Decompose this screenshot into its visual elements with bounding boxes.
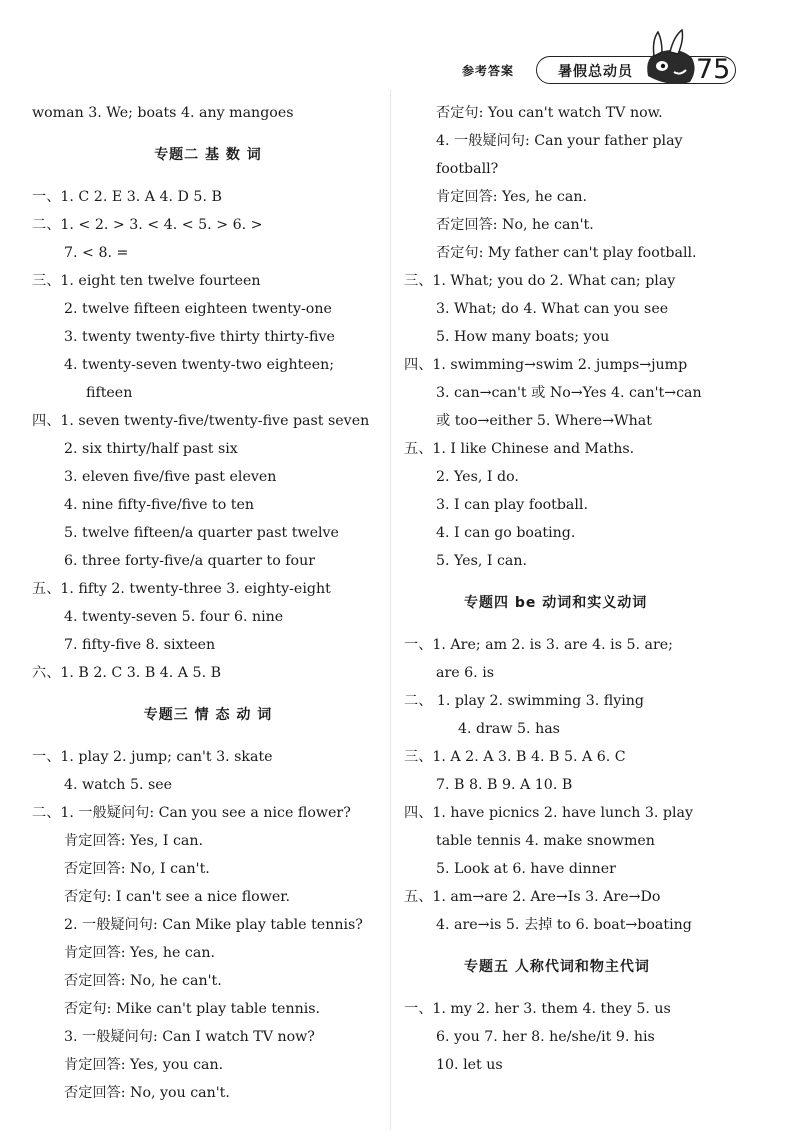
answer-line: 4. twenty-seven 5. four 6. nine <box>64 609 284 625</box>
answer-line: 4. are→is 5. 去掉 to 6. boat→boating <box>436 917 692 933</box>
answer-line: woman 3. We; boats 4. any mangoes <box>32 105 294 121</box>
answer-line: 一、1. play 2. jump; can't 3. skate <box>32 749 273 765</box>
answer-line: 三、1. eight ten twelve fourteen <box>32 273 261 289</box>
answer-line: 5. Look at 6. have dinner <box>436 861 616 877</box>
answer-line: 三、1. What; you do 2. What can; play <box>404 273 676 289</box>
answer-line: 3. twenty twenty-five thirty thirty-five <box>64 329 335 345</box>
answer-line: 五、1. I like Chinese and Maths. <box>404 441 635 457</box>
answer-line: 7. < 8. = <box>64 245 129 261</box>
answer-line: 一、1. C 2. E 3. A 4. D 5. B <box>32 189 222 205</box>
header-title: 暑假总动员 <box>558 64 633 80</box>
answer-line: 否定句: My father can't play football. <box>436 245 697 261</box>
answer-line: 肯定回答: Yes, I can. <box>64 833 204 849</box>
answer-line: 四、1. swimming→swim 2. jumps→jump <box>404 357 688 373</box>
answer-line: 2. six thirty/half past six <box>64 441 238 457</box>
answer-line: 或 too→either 5. Where→What <box>436 413 652 429</box>
page-number: 75 <box>696 54 731 85</box>
answer-line: 3. eleven five/five past eleven <box>64 469 277 485</box>
answer-line: 4. watch 5. see <box>64 777 173 793</box>
answer-column-right <box>404 99 774 1079</box>
answer-line: 肯定回答: Yes, you can. <box>64 1057 224 1073</box>
page-header <box>0 0 800 100</box>
answer-line: 5. How many boats; you <box>436 329 610 345</box>
cartoon-mascot-icon <box>640 26 700 88</box>
header-label: 参考答案 <box>462 64 515 78</box>
answer-line: 3. can→can't 或 No→Yes 4. can't→can <box>436 385 702 401</box>
answer-line: 否定回答: No, I can't. <box>64 861 210 877</box>
answer-line: 4. I can go boating. <box>436 525 576 541</box>
answer-line: 一、1. my 2. her 3. them 4. they 5. us <box>404 1001 671 1017</box>
answer-line: 三、1. A 2. A 3. B 4. B 5. A 6. C <box>404 749 626 765</box>
section-heading: 专题二 基 数 词 <box>154 147 262 163</box>
answer-line: 5. twelve fifteen/a quarter past twelve <box>64 525 339 541</box>
answer-line: 二、 1. play 2. swimming 3. flying <box>404 693 644 709</box>
answer-line: 四、1. seven twenty-five/twenty-five past seven <box>32 413 370 429</box>
answer-line: 五、1. fifty 2. twenty-three 3. eighty-eight <box>32 581 331 597</box>
answer-line: 10. let us <box>436 1057 503 1073</box>
answer-line: 四、1. have picnics 2. have lunch 3. play <box>404 805 694 821</box>
answer-line: 4. twenty-seven twenty-two eighteen; <box>64 357 335 373</box>
answer-line: 否定回答: No, he can't. <box>64 973 222 989</box>
answer-line: 否定句: I can't see a nice flower. <box>64 889 290 905</box>
answer-line: fifteen <box>86 385 133 401</box>
answer-line: 二、1. 一般疑问句: Can you see a nice flower? <box>32 805 351 821</box>
answer-line: 否定句: You can't watch TV now. <box>436 105 663 121</box>
answer-line: 7. B 8. B 9. A 10. B <box>436 777 573 793</box>
answer-line: table tennis 4. make snowmen <box>436 833 655 849</box>
answer-line: 肯定回答: Yes, he can. <box>64 945 215 961</box>
answer-line: 否定回答: No, he can't. <box>436 217 594 233</box>
answer-line: football? <box>436 161 499 177</box>
answer-line: 4. draw 5. has <box>458 721 560 737</box>
answer-line: 3. I can play football. <box>436 497 588 513</box>
column-divider <box>390 90 391 1130</box>
answer-line: 五、1. am→are 2. Are→Is 3. Are→Do <box>404 889 661 905</box>
answer-line: 6. you 7. her 8. he/she/it 9. his <box>436 1029 655 1045</box>
answer-line: 5. Yes, I can. <box>436 553 528 569</box>
answer-line: 4. nine fifty-five/five to ten <box>64 497 255 513</box>
answer-line: 2. 一般疑问句: Can Mike play table tennis? <box>64 917 363 933</box>
answer-line: 否定回答: No, you can't. <box>64 1085 230 1101</box>
answer-line: 3. What; do 4. What can you see <box>436 301 669 317</box>
answer-line: are 6. is <box>436 665 495 681</box>
answer-line: 2. Yes, I do. <box>436 469 519 485</box>
answer-line: 一、1. Are; am 2. is 3. are 4. is 5. are; <box>404 637 673 653</box>
answer-line: 3. 一般疑问句: Can I watch TV now? <box>64 1029 315 1045</box>
answer-column-left <box>32 99 384 1107</box>
section-heading: 专题三 情 态 动 词 <box>143 707 273 723</box>
answer-line: 二、1. < 2. > 3. < 4. < 5. > 6. > <box>32 217 263 233</box>
answer-line: 六、1. B 2. C 3. B 4. A 5. B <box>32 665 222 681</box>
answer-line: 肯定回答: Yes, he can. <box>436 189 587 205</box>
section-heading: 专题五 人称代词和物主代词 <box>464 959 650 975</box>
answer-line: 7. fifty-five 8. sixteen <box>64 637 216 653</box>
section-heading: 专题四 be 动词和实义动词 <box>464 595 648 611</box>
answer-line: 6. three forty-five/a quarter to four <box>64 553 315 569</box>
answer-line: 2. twelve fifteen eighteen twenty-one <box>64 301 332 317</box>
answer-line: 4. 一般疑问句: Can your father play <box>436 133 683 149</box>
answer-line: 否定句: Mike can't play table tennis. <box>64 1001 321 1017</box>
